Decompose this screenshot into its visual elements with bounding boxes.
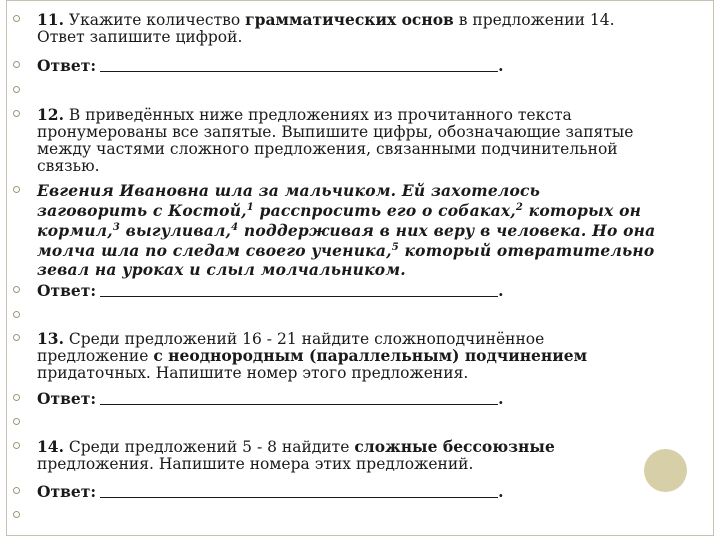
q12-line-3: между частями сложного предложения, связанными подчинительной [37,140,618,158]
q12-passage-line-5: зевал на уроках и слыл молчальником. [37,260,406,279]
q14-line-2: предложения. Напишите номера этих предложений. [37,455,474,473]
bullet-icon [13,286,20,293]
q11-text-post: в предложении 14. [453,11,615,29]
q14-text-bold: сложные бессоюзные [354,437,555,456]
bullet-icon [13,110,20,117]
q13-text: предложение [37,347,154,365]
passage-text: молча шла по следам своего ученика, [37,241,392,260]
q13-line-1 [37,331,706,347]
q12-number: 12. [37,105,64,124]
comma-number: 4 [231,222,239,233]
bullet-icon [13,311,20,318]
bullet-icon [13,487,20,494]
q14-text: Среди предложений 5 - 8 найдите [63,438,355,456]
bullet-icon [13,442,20,449]
q12-passage-line-4 [37,243,706,259]
q13-line-3: придаточных. Напишите номер этого предложения. [37,364,469,382]
q11-number: 11. [37,10,64,29]
q12-passage-line-3 [37,223,706,239]
bullet-icon [13,334,20,341]
bullet-icon [13,418,20,425]
q14-number: 14. [37,437,64,456]
comma-number: 2 [515,202,524,213]
q12-text: В приведённых ниже предложениях из прочитанного текста [63,106,572,124]
answer-label: Ответ: [37,281,97,300]
comma-number: 3 [112,222,120,233]
bullet-icon [13,15,20,22]
passage-text: заговорить с Костой, [37,201,247,220]
q12-line-2: пронумерованы все запятые. Выпишите цифры, обозначающие запятые [37,123,634,141]
q11-answer-field[interactable] [100,59,498,72]
q13-line-2 [37,348,706,364]
q13-text-bold: с неоднородным (параллельным) подчинением [153,346,588,365]
bullet-icon [13,61,20,68]
bullet-icon [13,86,20,93]
decorative-circle [644,449,687,492]
passage-text: выгуливал, [119,221,232,240]
answer-label: Ответ: [37,389,97,408]
answer-dot: . [498,281,504,300]
bullet-icon [13,186,20,193]
q14-line-1 [37,439,706,455]
q13-number: 13. [37,329,64,348]
bullet-icon [13,394,20,401]
answer-dot: . [498,389,504,408]
q11-line-1 [37,12,706,28]
answer-dot: . [498,56,504,75]
q11-line-2: Ответ запишите цифрой. [37,28,243,46]
passage-text: кормил, [37,221,113,240]
answer-label: Ответ: [37,482,97,501]
q12-line-4: связью. [37,157,100,175]
q11-text-bold: грамматических основ [245,10,454,29]
bullet-icon [13,511,20,518]
q12-answer-row [37,283,706,299]
q14-answer-field[interactable] [100,485,498,498]
passage-text: расспросить его о собаках, [253,201,516,220]
q13-text: Среди предложений 16 - 21 найдите сложноподчинённое [63,330,545,348]
q12-answer-field[interactable] [100,284,498,297]
q13-answer-field[interactable] [100,392,498,405]
comma-number: 5 [391,242,399,253]
passage-text: который отвратительно [398,241,655,260]
q11-text-pre: Укажите количество [63,11,246,29]
passage-text: поддерживая в них веру в человека. Но она [238,221,656,240]
q13-answer-row [37,391,706,407]
answer-label: Ответ: [37,56,97,75]
q12-passage-line-2 [37,203,706,219]
comma-number: 1 [246,202,254,213]
q11-answer-row [37,58,706,74]
passage-text: которых он [523,201,642,220]
answer-dot: . [498,482,504,501]
q12-line-1 [37,107,706,123]
q14-answer-row [37,484,706,500]
q12-passage-line-1: Евгения Ивановна шла за мальчиком. Ей захотелось [37,181,541,200]
